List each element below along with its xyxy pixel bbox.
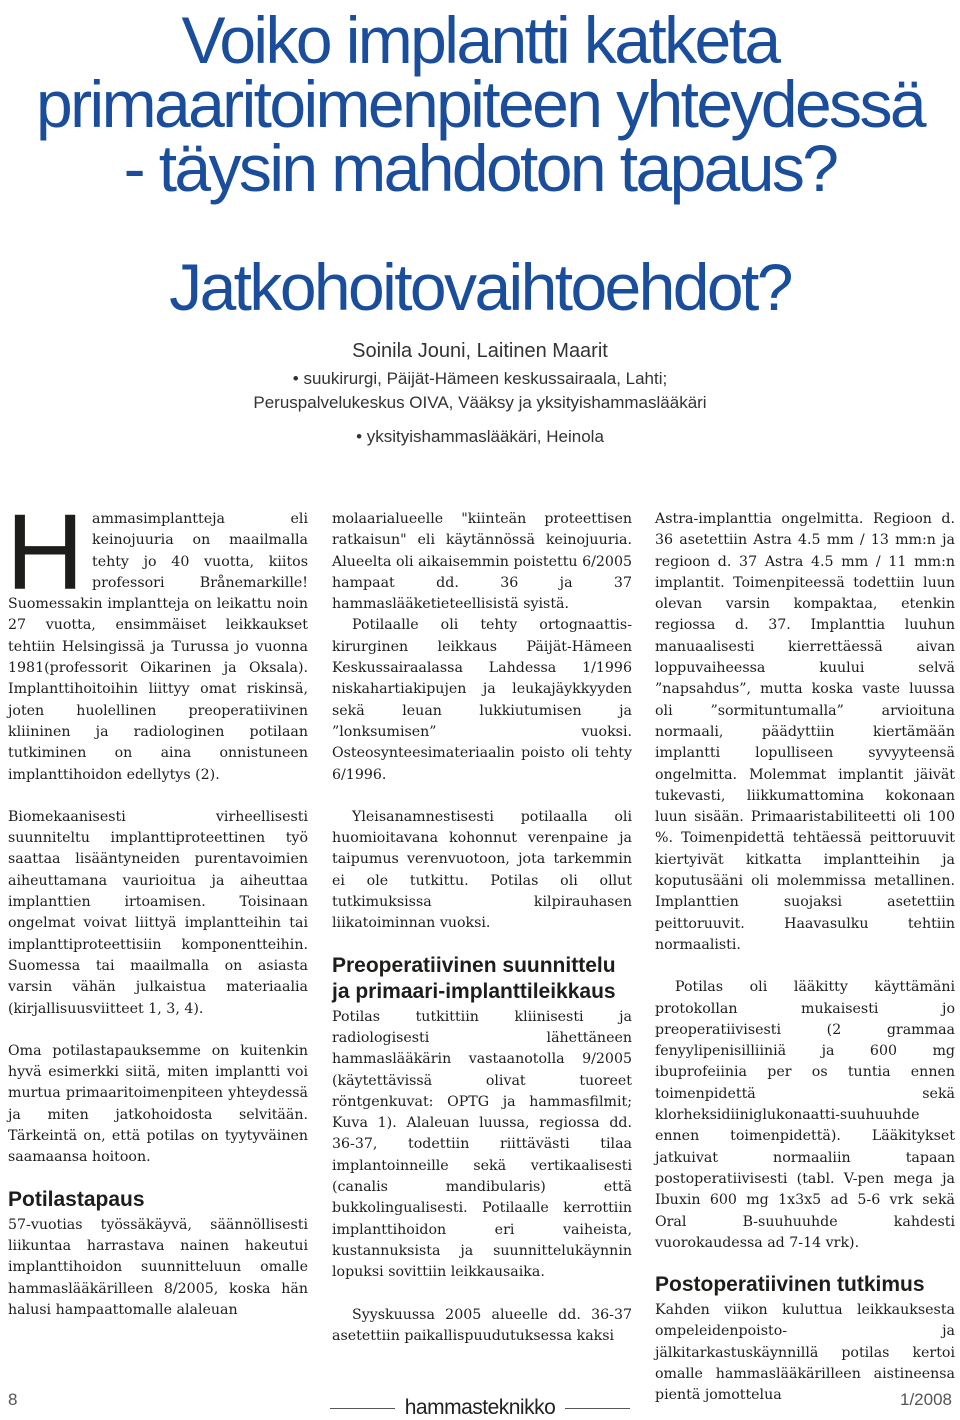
column-1 xyxy=(6,491,308,1321)
author-block xyxy=(0,336,960,449)
paragraph-september: Syyskuussa 2005 alueelle dd. 36-37 asetettiin paikallispuudutuksessa kaksi xyxy=(332,1306,632,1344)
intro-text: ammasimplantteja eli keinojuuria on maailmalla tehty jo 40 vuotta, kiitos professori Brånemarkille! Suomessakin implantteja on leikattu noin 27 vuotta, ensimmäiset leikkaukset tehtiin Helsingissä ja Turussa jo vuonna 1981(professorit Oikarinen ja Oksala). Implanttihoitoihin liittyy omat riskinsä, joten huolellinen preoperatiivinen kliininen ja radiologinen potilaan tutkiminen on aina onnistuneen implanttihoidon edellytys (2). xyxy=(8,511,308,783)
affiliation-1a: • suukirurgi, Päijät-Hämeen keskussairaala, Lahti; xyxy=(292,369,668,388)
paragraph-general-anamnesis: Yleisanamnestisesti potilaalla oli huomioitavana kohonnut verenpaine ja taipumus verenvuotoon, jota tarkemmin ei ole tutkittu. Potilas oli ollut tutkimuksissa kilpirauhasen liikatoiminnan vuoksi. xyxy=(332,808,632,932)
paragraph-biomechanics: Biomekaanisesti virheellisesti suunniteltu implanttiproteettinen työ saattaa lisääntyneiden purentavoimien aiheuttamana vaurioitua ja aiheuttaa implanttien irtoamisen. Toisinaan ongelmat voivat liittyä implantteihin tai implanttiproteettisiin komponentteihin. Suomessa tai maailmalla on asiasta varsin vähän julkaistua materiaalia (kirjallisuusviitteet 1, 3, 4). xyxy=(8,808,308,1017)
issue-number: 1/2008 xyxy=(900,1390,952,1409)
paragraph-preoperative: Potilas tutkittiin kliinisesti ja radiologisesti lähettäneen hammaslääkärin vastaanotolla 9/2005 (käytettävissä olivat tuoreet röntgenkuvat: OPTG ja hammasfilmit; Kuva 1). Alaleuan luussa, regiossa dd. 36-37, todettiin riittävästi tilaa implantoinneille sekä vertikaalisesti (canalis mandibularis) että bukkolingualisesti. Potilaalle kerrottiin implanttihoidon eri vaiheista, kustannuksista ja suunnittelukäynnin lopuksi sovittiin leikkausaika. xyxy=(332,1008,632,1281)
paragraph-patient: 57-vuotias työssäkäyvä, säännöllisesti liikuntaa harrastava nainen hakeutui implanttihoidon suunnitteluun omalle hammaslääkärilleen 8/2005, koska hän halusi hampaattomalle alaleuan xyxy=(8,1216,308,1318)
footer-rule-left xyxy=(330,1408,395,1409)
paragraph-continued: molaarialueelle "kiinteän proteettisen ratkaisun" eli käytännössä keinojuuria. Alueelta oli aikaisemmin poistettu 6/2005 hampaat dd. 36 ja 37 hammaslääketieteellisistä syistä. xyxy=(332,511,632,613)
paragraph-orthognathic: Potilaalle oli tehty ortognaattis-kirurginen leikkaus Päijät-Hämeen Keskussairaalassa Lahdessa 1/1996 niskahartiakipujen ja leukajäykkyyden sekä leuan lukkiutumisen ja ”lonksumisen” vuoksi. Osteosynteesimateriaalin poisto oli tehty 6/1996. xyxy=(332,617,632,783)
footer-rule-right xyxy=(565,1408,630,1409)
drop-cap: H xyxy=(6,491,84,612)
paragraph-medication: Potilas oli lääkitty käyttämäni protokollan mukaisesti jo preoperatiivisesti (2 grammaa fenyylipenisilliiniä ja 600 mg ibuprofeiinia per os tuntia ennen toimenpidettä sekä klorheksidiiniglukonaatti-suuhuuhde ennen toimenpidettä). Lääkitykset jatkuivat normaaliin tapaan postoperatiivisesti (tabl. V-pen mega ja Ibuxin 600 mg 1x3x5 ad 5-6 vrk sekä Oral B-suuhuuhde kahdesti vuorokaudessa ad 7-14 vrk). xyxy=(655,979,955,1251)
article-subtitle: Jatkohoitovaihtoehdot? xyxy=(169,250,791,324)
magazine-logo xyxy=(330,1396,630,1420)
paragraph-postoperative: Kahden viikon kuluttua leikkauksesta ompeleidenpoisto- ja jälkitarkastuskäynnillä potilas kertoi omalle hammaslääkärilleen aistineensa pientä jomottelua xyxy=(655,1302,955,1404)
affiliation-2: • yksityishammaslääkäri, Heinola xyxy=(356,427,604,446)
heading-postoperative: Postoperatiivinen tutkimus xyxy=(655,1273,925,1297)
title-line: - täysin mahdoton tapaus? xyxy=(123,131,837,205)
paragraph-own-case: Oma potilastapauksemme on kuitenkin hyvä esimerkki siitä, miten implantti voi murtua primaaritoimenpiteen yhteydessä ja miten jatkohoidosta selvitään. Tärkeintä on, että potilas on tyytyväinen saamaansa hoitoon. xyxy=(8,1042,308,1166)
title-line: Voiko implantti katketa xyxy=(181,3,779,77)
magazine-name: hammasteknikko xyxy=(404,1396,556,1419)
heading-preoperative: Preoperatiivinen suunnittelu ja primaari-implanttileikkaus xyxy=(332,953,616,1003)
paragraph-astra: Astra-implanttia ongelmitta. Regioon d. 36 asetettiin Astra 4.5 mm / 13 mm:n ja regioon d. 37 Astra 4.5 mm / 11 mm:n implantit. Toimenpiteessä todettiin luun olevan varsin kompaktaa, etenkin regiossa d. 37. Implanttia luuhun manuaalisesti kierrettäessä aivan loppuvaiheessa kuului selvä ”napsahdus”, mutta koska vaste luussa oli ”sormituntumalla” arvioituna normaali, päädyttiin kiertämään implantti lopulliseen syvyyteensä ongelmitta. Molemmat implantit jäivät tukevasti, liikkumattomina kokonaan luun sisään. Primaaristabiliteetti oli 100 %. Toimenpidettä tehtäessä peittoruuvit kiertyivät kitkatta implantteihin ja koputusääni oli molemmissa metallinen. Implanttien suojaksi asetettiin peittoruuvit. Haavasulku tehtiin normaalisti. xyxy=(655,511,955,953)
column-2 xyxy=(332,509,632,1347)
article-title xyxy=(0,3,960,205)
heading-potilastapaus: Potilastapaus xyxy=(8,1187,145,1211)
title-line: primaaritoimenpiteen yhteydessä xyxy=(36,67,924,141)
affiliation-1b: Peruspalvelukeskus OIVA, Vääksy ja yksityishammaslääkäri xyxy=(253,393,707,412)
author-names: Soinila Jouni, Laitinen Maarit xyxy=(352,340,608,362)
column-3 xyxy=(655,509,955,1407)
page-number: 8 xyxy=(8,1390,18,1409)
intro-paragraph xyxy=(6,491,308,786)
